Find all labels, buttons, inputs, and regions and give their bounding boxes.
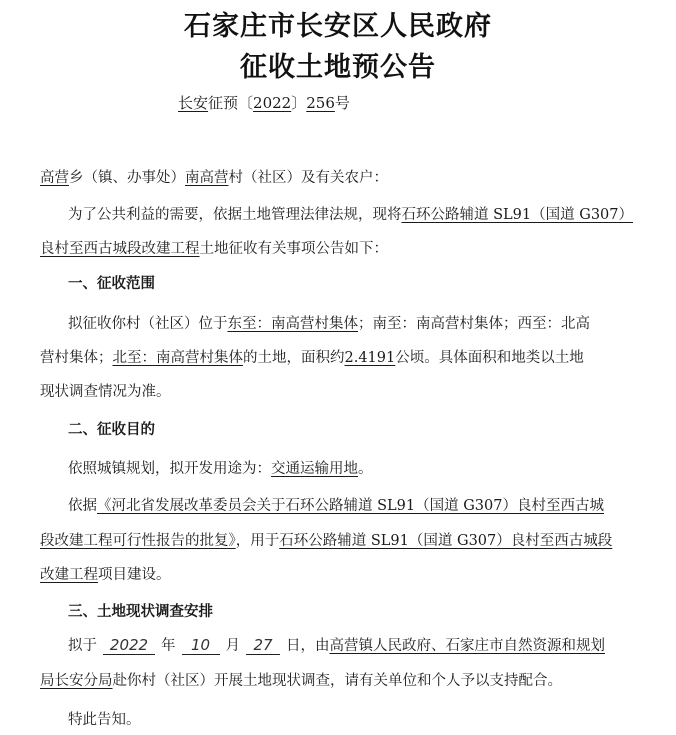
section2-heading: 二、征收目的 [68, 421, 155, 438]
intro-text-1: 为了公共利益的需要，依据土地管理法律法规，现将 [68, 207, 402, 223]
purpose-end: 。 [358, 461, 373, 477]
section1-west-2: 营村集体 [40, 350, 98, 366]
doc-number-num: 256 [306, 94, 335, 112]
section2-basis-line-1 [68, 494, 604, 515]
section2-purpose [68, 457, 373, 478]
day-label: 日，由 [286, 638, 330, 654]
notice-subtitle: 征收土地预公告 [240, 52, 436, 83]
basis-end: 项目建设。 [98, 567, 171, 583]
purpose-prefix: 依照城镇规划，拟开发用途为： [68, 461, 271, 477]
intro-text-2: 土地征收有关事项公告如下： [199, 241, 388, 257]
addressee-village: 南高营 [185, 170, 229, 186]
section3-line-1 [68, 634, 605, 655]
section1-line-2 [40, 346, 584, 367]
handwritten-year: 2022 [103, 636, 155, 655]
section2-basis-line-2 [40, 529, 612, 550]
doc-number-middle: 征预〔 [208, 94, 254, 112]
doc-number-suffix: 号 [334, 94, 350, 112]
notice-title: 石家庄市长安区人民政府 [184, 11, 492, 42]
doc-number-year: 2022 [253, 94, 292, 112]
section1-sep-1: ； [358, 316, 373, 332]
section3-heading: 三、土地现状调查安排 [68, 603, 213, 620]
section2-basis-line-3 [40, 563, 171, 584]
survey-organization-2: 局长安分局 [40, 673, 113, 689]
month-label: 月 [225, 638, 240, 654]
section1-south: 南至：南高营村集体 [372, 316, 503, 332]
addressee [40, 166, 388, 187]
section1-sep-3: ； [98, 350, 113, 366]
doc-number-prefix: 长安 [178, 94, 209, 112]
basis-mid: ，用于 [235, 533, 280, 549]
section3-line-2 [40, 669, 562, 690]
section1-text-3: 公顷。具体面积和地类以土地 [395, 350, 584, 366]
doc-number-close: 〕 [291, 94, 307, 112]
section1-north: 北至：南高营村集体 [112, 350, 243, 366]
purpose-value: 交通运输用地 [271, 461, 358, 477]
document-number [178, 92, 350, 113]
year-label: 年 [161, 638, 176, 654]
addressee-township-suffix: 乡（镇、办事处） [69, 170, 185, 186]
plan-prefix: 拟于 [68, 638, 97, 654]
intro-project-2: 良村至西古城段改建工程 [40, 241, 200, 257]
basis-document-2: 段改建工程可行性报告的批复》 [40, 533, 236, 549]
section1-east: 东至：南高营村集体 [227, 316, 358, 332]
basis-project-2: 改建工程 [40, 567, 98, 583]
section1-line-3: 现状调查情况为准。 [40, 384, 171, 400]
section1-west-1: 西至：北高 [517, 316, 590, 332]
section1-sep-2: ； [503, 316, 518, 332]
section1-heading: 一、征收范围 [68, 275, 155, 292]
handwritten-month: 10 [182, 636, 220, 655]
addressee-village-suffix: 村（社区）及有关农户： [228, 170, 388, 186]
basis-document-1: 《河北省发展改革委员会关于石环公路辅道 SL91（国道 G307）良村至西古城 [97, 498, 604, 514]
plan-end: 赴你村（社区）开展土地现状调查，请有关单位和个人予以支持配合。 [112, 673, 562, 689]
addressee-township: 高营 [40, 170, 69, 186]
intro-project-1: 石环公路辅道 SL91（国道 G307） [401, 207, 633, 223]
basis-project-1: 石环公路辅道 SL91（国道 G307）良村至西古城段 [279, 533, 613, 549]
closing-text: 特此告知。 [68, 712, 141, 728]
basis-prefix: 依据 [68, 498, 97, 514]
section1-text-2: 的土地，面积约 [243, 350, 345, 366]
section1-area: 2.4191 [344, 350, 396, 366]
section1-line-1 [68, 312, 590, 333]
handwritten-day: 27 [246, 636, 280, 655]
intro-line-2 [40, 237, 388, 258]
section1-text-1: 拟征收你村（社区）位于 [68, 316, 228, 332]
survey-organization-1: 高营镇人民政府、石家庄市自然资源和规划 [329, 638, 605, 654]
intro-line-1 [68, 203, 633, 224]
